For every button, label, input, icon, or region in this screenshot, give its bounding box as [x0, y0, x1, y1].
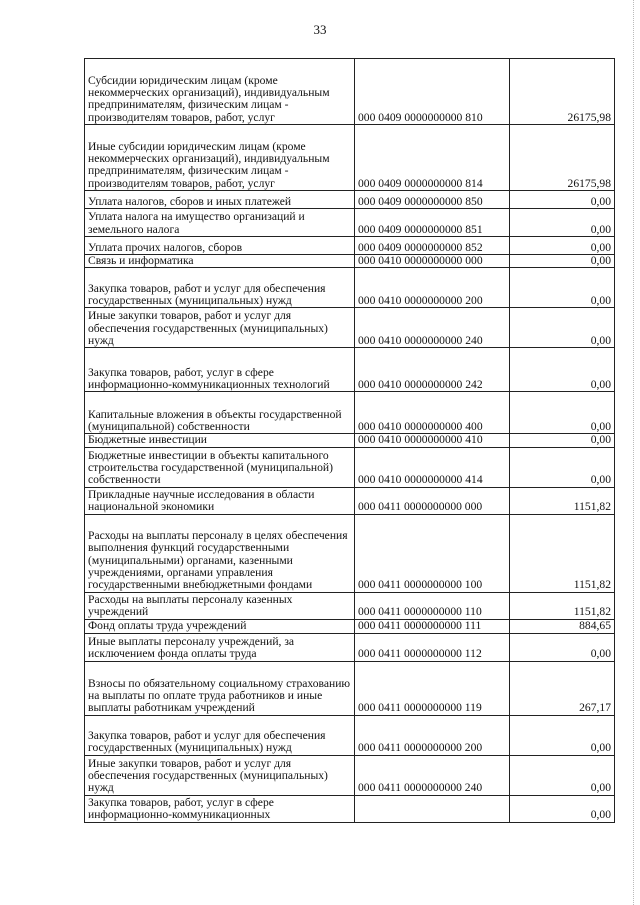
budget-code-cell: 000 0409 0000000000 851	[355, 209, 510, 237]
table-row	[85, 308, 615, 348]
amount-cell: 0,00	[510, 715, 615, 755]
item-name-cell: Закупка товаров, работ, услуг в сфере информационно-коммуникационных технологий	[85, 348, 355, 392]
item-name-cell: Фонд оплаты труда учреждений	[85, 619, 355, 633]
table-row	[85, 633, 615, 661]
budget-code-cell: 000 0411 0000000000 110	[355, 592, 510, 619]
amount-cell: 0,00	[510, 434, 615, 447]
budget-code-cell: 000 0411 0000000000 200	[355, 715, 510, 755]
page-number: 33	[313, 22, 327, 37]
table-row	[85, 715, 615, 755]
table-row	[85, 348, 615, 392]
item-name-cell: Субсидии юридическим лицам (кроме некоммерческих организаций), индивидуальным предпринимателям, физическим лицам - производителям товаров, работ, услуг	[85, 59, 355, 125]
budget-code-cell: 000 0410 0000000000 200	[355, 268, 510, 308]
amount-cell: 0,00	[510, 255, 615, 268]
budget-code-cell: 000 0410 0000000000 400	[355, 392, 510, 434]
amount-cell: 267,17	[510, 661, 615, 715]
item-name-cell: Расходы на выплаты персоналу в целях обеспечения выполнения функций государственными (муниципальными) органами, казенными учреждениями, органами управления государственными внебюджетными фондами	[85, 514, 355, 592]
table-row	[85, 661, 615, 715]
item-name-cell: Связь и информатика	[85, 255, 355, 268]
budget-code-cell: 000 0411 0000000000 240	[355, 755, 510, 795]
amount-cell: 0,00	[510, 447, 615, 487]
item-name-cell: Капитальные вложения в объекты государственной (муниципальной) собственности	[85, 392, 355, 434]
item-name-cell: Бюджетные инвестиции в объекты капитального строительства государственной (муниципальной) собственности	[85, 447, 355, 487]
table-row	[85, 59, 615, 125]
item-name-cell: Уплата налогов, сборов и иных платежей	[85, 191, 355, 209]
amount-cell: 0,00	[510, 237, 615, 255]
budget-code-cell: 000 0409 0000000000 814	[355, 125, 510, 191]
item-name-cell: Иные закупки товаров, работ и услуг для обеспечения государственных (муниципальных) нужд	[85, 308, 355, 348]
amount-cell: 0,00	[510, 795, 615, 822]
amount-cell: 0,00	[510, 392, 615, 434]
amount-cell: 26175,98	[510, 125, 615, 191]
item-name-cell: Иные выплаты персоналу учреждений, за исключением фонда оплаты труда	[85, 633, 355, 661]
budget-code-cell: 000 0411 0000000000 100	[355, 514, 510, 592]
item-name-cell: Закупка товаров, работ и услуг для обеспечения государственных (муниципальных) нужд	[85, 715, 355, 755]
budget-code-cell: 000 0410 0000000000 242	[355, 348, 510, 392]
item-name-cell: Уплата прочих налогов, сборов	[85, 237, 355, 255]
amount-cell: 1151,82	[510, 592, 615, 619]
item-name-cell: Бюджетные инвестиции	[85, 434, 355, 447]
table-row	[85, 191, 615, 209]
table-row	[85, 487, 615, 514]
table-row	[85, 514, 615, 592]
amount-cell: 0,00	[510, 209, 615, 237]
budget-table-body	[85, 59, 615, 823]
item-name-cell: Прикладные научные исследования в области национальной экономики	[85, 487, 355, 514]
budget-code-cell: 000 0411 0000000000 111	[355, 619, 510, 633]
budget-code-cell: 000 0409 0000000000 852	[355, 237, 510, 255]
amount-cell: 1151,82	[510, 514, 615, 592]
item-name-cell: Расходы на выплаты персоналу казенных учреждений	[85, 592, 355, 619]
budget-code-cell	[355, 795, 510, 822]
amount-cell: 0,00	[510, 268, 615, 308]
budget-code-cell: 000 0409 0000000000 850	[355, 191, 510, 209]
item-name-cell: Иные субсидии юридическим лицам (кроме некоммерческих организаций), индивидуальным предпринимателям, физическим лицам - производителям товаров, работ, услуг	[85, 125, 355, 191]
table-row	[85, 592, 615, 619]
item-name-cell: Уплата налога на имущество организаций и земельного налога	[85, 209, 355, 237]
amount-cell: 884,65	[510, 619, 615, 633]
budget-code-cell: 000 0410 0000000000 240	[355, 308, 510, 348]
budget-code-cell: 000 0411 0000000000 000	[355, 487, 510, 514]
amount-cell: 0,00	[510, 308, 615, 348]
budget-code-cell: 000 0410 0000000000 414	[355, 447, 510, 487]
table-row	[85, 237, 615, 255]
item-name-cell: Закупка товаров, работ, услуг в сфере информационно-коммуникационных	[85, 795, 355, 822]
table-row	[85, 755, 615, 795]
table-row	[85, 268, 615, 308]
table-row	[85, 392, 615, 434]
budget-code-cell: 000 0410 0000000000 410	[355, 434, 510, 447]
table-row	[85, 209, 615, 237]
budget-code-cell: 000 0409 0000000000 810	[355, 59, 510, 125]
amount-cell: 0,00	[510, 348, 615, 392]
budget-code-cell: 000 0411 0000000000 119	[355, 661, 510, 715]
amount-cell: 0,00	[510, 755, 615, 795]
budget-code-cell: 000 0410 0000000000 000	[355, 255, 510, 268]
table-row	[85, 125, 615, 191]
table-row	[85, 447, 615, 487]
budget-code-cell: 000 0411 0000000000 112	[355, 633, 510, 661]
table-row	[85, 795, 615, 822]
amount-cell: 0,00	[510, 191, 615, 209]
scan-edge-line	[632, 0, 634, 905]
amount-cell: 1151,82	[510, 487, 615, 514]
item-name-cell: Иные закупки товаров, работ и услуг для обеспечения государственных (муниципальных) нужд	[85, 755, 355, 795]
table-row	[85, 434, 615, 447]
amount-cell: 26175,98	[510, 59, 615, 125]
table-row	[85, 255, 615, 268]
item-name-cell: Взносы по обязательному социальному страхованию на выплаты по оплате труда работников и иные выплаты работникам учреждений	[85, 661, 355, 715]
budget-table	[84, 58, 615, 823]
amount-cell: 0,00	[510, 633, 615, 661]
table-row	[85, 619, 615, 633]
item-name-cell: Закупка товаров, работ и услуг для обеспечения государственных (муниципальных) нужд	[85, 268, 355, 308]
